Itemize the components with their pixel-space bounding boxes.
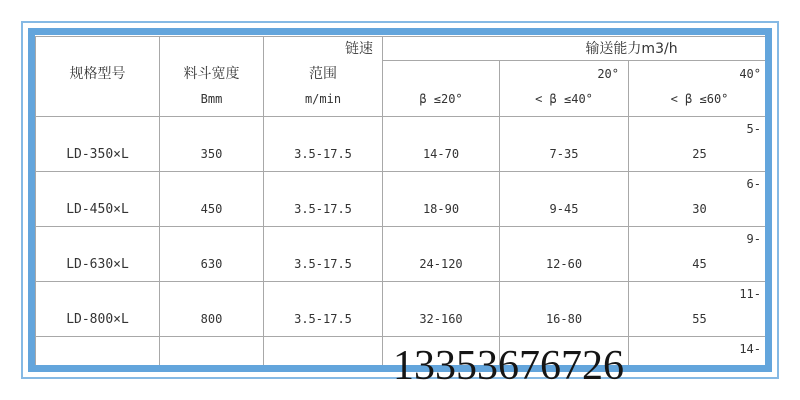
hopper-width-cell: [160, 282, 264, 337]
hopper-width-cell: [160, 337, 264, 373]
clipped-cell: [771, 172, 773, 227]
chain-speed-value: [264, 362, 382, 372]
capacity1-value: 14-70: [422, 147, 460, 161]
capacity1-cell: [383, 172, 500, 227]
capacity3-cell: [629, 282, 771, 337]
header-hopper-width-unit: Bmm: [200, 92, 223, 106]
header-capacity-col2-main: < β ≤40°: [535, 92, 593, 106]
capacity3-top-fragment: 11-: [739, 287, 761, 301]
capacity1-value: 24-120: [419, 257, 463, 271]
capacity3-cell: [629, 337, 771, 373]
header-chain-speed-unit: m/min: [304, 92, 342, 106]
header-capacity-col2-top: 20°: [597, 67, 619, 81]
capacity3-top-fragment: 6-: [746, 177, 761, 191]
header-model: [36, 37, 160, 117]
capacity2-value: 7-35: [549, 147, 579, 161]
chain-speed-value: 3.5-17.5: [294, 312, 352, 326]
header-capacity-col1-top: [383, 62, 499, 87]
table-row: [36, 172, 773, 227]
header-capacity-title: 输送能力m3/h: [383, 37, 773, 61]
clipped-cell: [771, 227, 773, 282]
model-value: LD-450×L: [66, 202, 129, 217]
hopper-width-cell: [160, 172, 264, 227]
header-capacity-col1: [383, 60, 500, 116]
chain-speed-cell: [264, 337, 383, 373]
capacity3-top-fragment: 5-: [746, 122, 761, 136]
model-value: LD-630×L: [66, 257, 129, 272]
header-hopper-width: [160, 37, 264, 117]
capacity1-cell: [383, 227, 500, 282]
chain-speed-cell: [264, 117, 383, 172]
table-row: [36, 227, 773, 282]
header-capacity-col3-top: 40°: [739, 67, 761, 81]
header-model-line2: 规格型号: [69, 66, 126, 82]
capacity2-cell: [500, 117, 629, 172]
hopper-width-value: [160, 362, 263, 372]
chain-speed-value: 3.5-17.5: [294, 202, 352, 216]
clipped-cell: [771, 282, 773, 337]
phone-number-overlay: 13353676726: [393, 343, 624, 389]
model-value: [36, 362, 159, 372]
capacity2-cell: [500, 227, 629, 282]
model-cell: [36, 282, 160, 337]
capacity1-cell: [383, 282, 500, 337]
header-row-top: [36, 37, 773, 61]
capacity3-value: 30: [692, 202, 707, 216]
capacity1-value: 18-90: [422, 202, 460, 216]
capacity3-top-fragment: 14-: [739, 342, 761, 356]
chain-speed-value: 3.5-17.5: [294, 257, 352, 271]
clipped-cell: [771, 117, 773, 172]
capacity3-value: 45: [692, 257, 707, 271]
clipped-cell: [771, 337, 773, 373]
header-capacity-col3: [629, 60, 771, 116]
capacity3-value: 55: [692, 312, 707, 326]
capacity1-cell: [383, 117, 500, 172]
table-row: [36, 117, 773, 172]
chain-speed-value: 3.5-17.5: [294, 147, 352, 161]
hopper-width-value: 630: [200, 257, 223, 271]
capacity2-cell: [500, 172, 629, 227]
model-value: LD-800×L: [66, 312, 129, 327]
capacity1-value: 32-160: [419, 312, 463, 326]
model-cell: [36, 227, 160, 282]
header-capacity-col3-main: < β ≤60°: [670, 92, 729, 106]
header-model-line1: [36, 37, 159, 62]
capacity3-cell: [629, 227, 771, 282]
header-capacity-col1-main: β ≤20°: [419, 92, 463, 106]
hopper-width-value: 450: [200, 202, 223, 216]
capacity2-value: 16-80: [545, 312, 583, 326]
capacity2-cell: [500, 282, 629, 337]
capacity2-value: 9-45: [549, 202, 579, 216]
capacity3-top-fragment: 9-: [746, 232, 761, 246]
hopper-width-value: 350: [200, 147, 223, 161]
model-cell: [36, 337, 160, 373]
header-capacity-col2: [500, 60, 629, 116]
chain-speed-cell: [264, 227, 383, 282]
capacity3-cell: [629, 117, 771, 172]
header-chain-speed-line2: 范围: [309, 66, 337, 82]
model-cell: [36, 117, 160, 172]
header-chain-speed-line1: 链速: [345, 41, 373, 57]
header-hopper-width-line1: [160, 37, 263, 62]
header-hopper-width-line2: 料斗宽度: [183, 66, 240, 82]
capacity3-value: 25: [692, 147, 707, 161]
capacity2-value: 12-60: [545, 257, 583, 271]
chain-speed-cell: [264, 282, 383, 337]
table-row: [36, 282, 773, 337]
hopper-width-cell: [160, 227, 264, 282]
chain-speed-cell: [264, 172, 383, 227]
capacity3-value: [629, 362, 770, 372]
header-model-line3: [36, 87, 159, 112]
header-clipped-col: [771, 60, 773, 116]
spec-table: [35, 36, 772, 372]
hopper-width-cell: [160, 117, 264, 172]
hopper-width-value: 800: [200, 312, 223, 326]
model-cell: [36, 172, 160, 227]
model-value: LD-350×L: [66, 147, 129, 162]
table-panel: [28, 28, 772, 372]
header-chain-speed: [264, 37, 383, 117]
capacity3-cell: [629, 172, 771, 227]
